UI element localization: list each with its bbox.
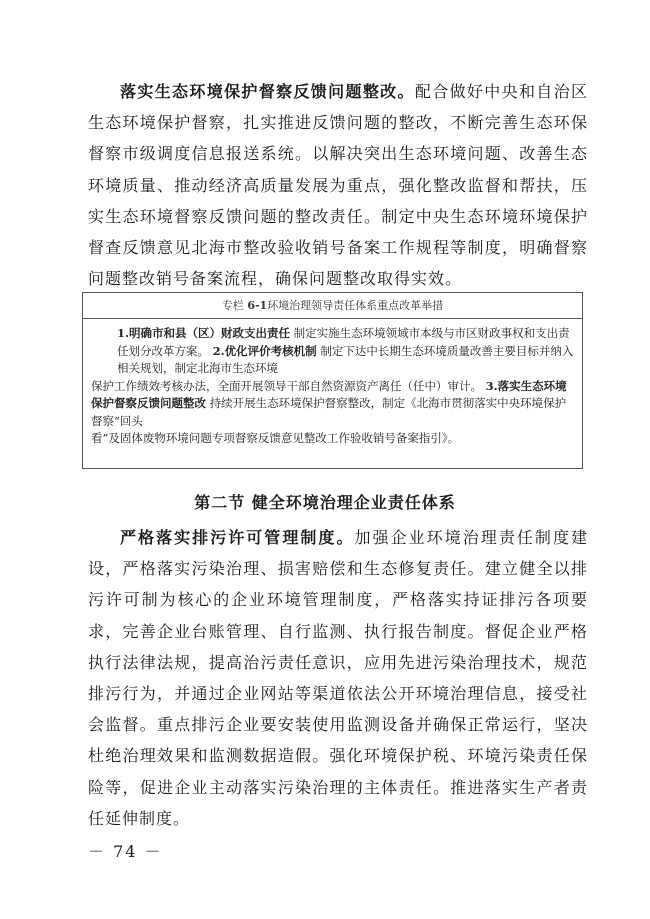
box-item-2-continuation xyxy=(91,378,574,431)
box-item-3-text-a: 持续开展生态环境保护督察整改，制定《北海市贯彻落实中央环境保护督察“回头 xyxy=(91,396,567,428)
box-item-2-head: 2.优化评价考核机制 xyxy=(212,343,317,358)
feature-box xyxy=(82,292,583,469)
section-title: 第二节 健全环境治理企业责任体系 xyxy=(194,493,456,512)
paragraph-body: 配合做好中央和自治区生态环境保护督察，扎实推进反馈问题的整改，不断完善生态环保督察市级调度信息报送系统。以解决突出生态环境问题、改善生态环境质量、推动经济高质量发展为重点，强化整改监督和帮扶，压实生态环境督察反馈问题的整改责任。制定中央生态环境环境保护督查反馈意见北海市整改验收销号备案工作规程等制度，明确督察问题整改销号备案流程，确保问题整改取得实效。 xyxy=(88,82,588,289)
box-item-1-text: 制定实施生态环境领域市本级与市区财政事权和支出责任划分改革方案。 xyxy=(117,326,570,358)
paragraph-body: 加强企业环境治理责任制度建设，严格落实污染治理、损害赔偿和生态修复责任。建立健全以排污许可制为核心的企业环境管理制度，严格落实持证排污各项要求，完善企业台账管理、自行监测、执行报告制度。督促企业严格执行法律法规，提高治污责任意识，应用先进污染治理技术，规范排污行为，并通过企业网站等渠道依法公开环境治理信息，接受社会监督。重点排污企业要安装使用监测设备并确保正常运行，坚决杜绝治理效果和监测数据造假。强化环境保护税、环境污染责任保险等，促进企业主动落实污染治理的主体责任。推进落实生产者责任延伸制度。 xyxy=(88,528,588,828)
paragraph-supervision-rectification xyxy=(88,76,588,294)
box-item-2-text-a: 制定下达中长期生态环境质量改善主要目标并纳入相关规划，制定北海市生态环境 xyxy=(117,343,574,375)
feature-box-body xyxy=(83,319,582,448)
box-item-1-head: 1.明确市和县（区）财政支出责任 xyxy=(117,326,291,340)
paragraph-pollution-permit xyxy=(88,522,588,834)
box-item-2-text-b: 保护工作绩效考核办法，全面开展领导干部自然资源资产离任（任中）审计。 xyxy=(91,378,482,393)
box-item-3-head: 3.落实生态环境保护督察反馈问题整改 xyxy=(91,378,567,410)
paragraph-lead: 严格落实排污许可管理制度。 xyxy=(120,528,355,547)
box-item-3-continuation xyxy=(91,430,574,448)
box-title-number: 6-1 xyxy=(247,299,268,312)
paragraph-lead: 落实生态环境保护督察反馈问题整改。 xyxy=(120,82,415,101)
feature-box-title xyxy=(83,293,582,319)
box-title-text: 环境治理领导责任体系重点改革举措 xyxy=(267,299,444,312)
box-item-1 xyxy=(91,325,574,378)
box-item-3-text-b: 看”及固体废物环境问题专项督察反馈意见整改工作验收销号备案指引》。 xyxy=(91,431,460,445)
page-number: － 74 － xyxy=(88,842,163,861)
box-title-prefix: 专栏 xyxy=(221,299,244,312)
